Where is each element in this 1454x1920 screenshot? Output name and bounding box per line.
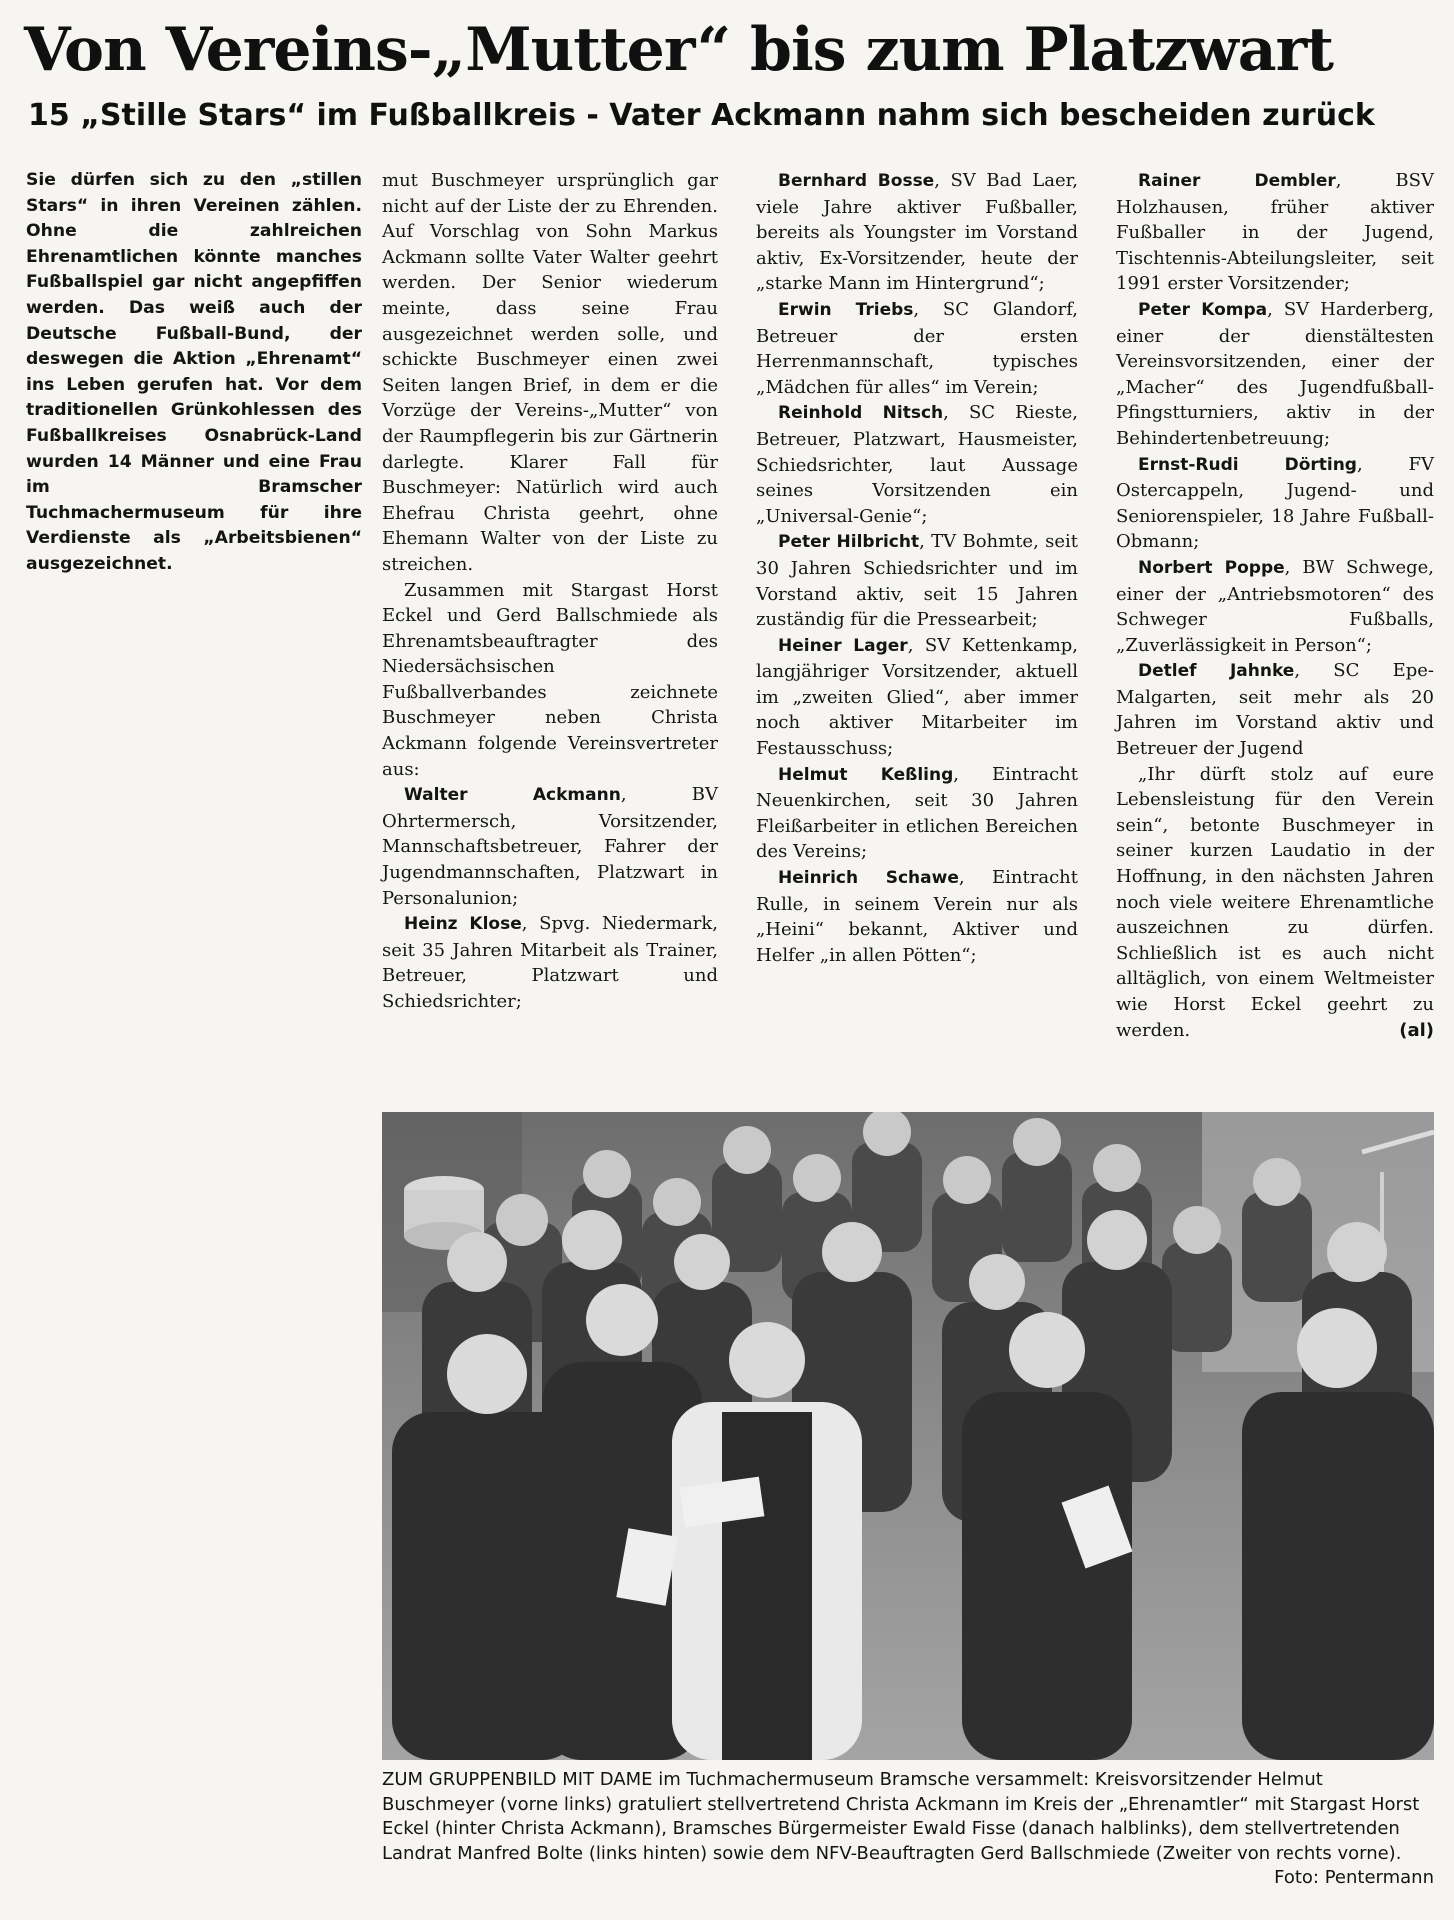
honoree-name: Heiner Lager [778, 635, 908, 656]
honoree-description: , SV Bad Laer, viele Jahre aktiver Fußballer, bereits als Youngster im Vorstand aktiv, Ex-Vorsitzender, heute der „starke Mann im Hintergrund“; [756, 170, 1078, 295]
honoree-entry [382, 911, 718, 1014]
honoree-name: Peter Hilbricht [778, 532, 920, 553]
honoree-name: Reinhold Nitsch [778, 403, 944, 424]
group-photo-illustration [382, 1112, 1434, 1760]
subheadline: 15 „Stille Stars“ im Fußballkreis - Vater Ackmann nahm sich bescheiden zurück [28, 98, 1375, 133]
honoree-name: Erwin Triebs [778, 299, 914, 320]
honoree-entry [382, 782, 718, 911]
honoree-entry [756, 865, 1078, 968]
honoree-description: , Eintracht Neuenkirchen, seit 30 Jahren Fleißarbeiter in etlichen Bereichen des Vereins; [756, 763, 1078, 863]
honoree-description: , BW Schwege, einer der „Antriebsmotoren“ des Schweger Fußballs, „Zuverlässigkeit in Person“; [1116, 556, 1434, 656]
honoree-description: , BSV Holzhausen, früher aktiver Fußballer in der Jugend, Tischtennis-Abteilungsleiter, seit 1991 erster Vorsitzender; [1116, 170, 1434, 295]
honoree-entry [756, 400, 1078, 529]
honoree-description: , SC Epe-Malgarten, seit mehr als 20 Jahren im Vorstand aktiv und Betreuer der Jugend [1116, 660, 1434, 760]
body-column-3 [756, 168, 1078, 968]
photo-caption [382, 1768, 1434, 1891]
honoree-name: Norbert Poppe [1138, 557, 1285, 578]
caption-lead: ZUM GRUPPENBILD MIT DAME [382, 1769, 653, 1790]
honoree-entry [756, 762, 1078, 865]
honoree-name: Helmut Keßling [778, 764, 954, 785]
lead-paragraph: Sie dürfen sich zu den „stillen Stars“ in ihren Vereinen zählen. Ohne die zahlreichen Ehrenamtlichen könnte manches Fußballspiel gar nicht angepfiffen werden. Das weiß auch der Deutsche Fußball-Bund, der deswegen die Aktion „Ehrenamt“ ins Leben gerufen hat. Vor dem traditionellen Grünkohlessen des Fußballkreises Osnabrück-Land wurden 14 Männer und eine Frau im Bramscher Tuchmachermuseum für ihre Verdienste als „Arbeitsbienen“ ausgezeichnet. [26, 170, 362, 574]
honoree-entry [1116, 297, 1434, 452]
honoree-description: , SV Harderberg, einer der dienstältesten Vereinsvorsitzenden, einer der „Macher“ des Jugendfußball-Pfingstturniers, aktiv in der Behindertenbetreuung; [1116, 298, 1434, 449]
honoree-name: Heinrich Schawe [778, 868, 959, 889]
honoree-entry [1116, 658, 1434, 761]
honoree-name: Peter Kompa [1138, 299, 1268, 320]
caption-text: im Tuchmachermuseum Bramsche versammelt: Kreisvorsitzender Helmut Buschmeyer (vorne links) gratuliert stellvertretend Christa Ackmann im Kreis der „Ehrenamtler“ mit Stargast Horst Eckel (hinter Christa Ackmann), Bramsches Bürgermeister Ewald Fisse (danach halblinks), dem stellvertretenden Landrat Manfred Bolte (links hinten) sowie dem NFV-Beauftragten Gerd Ballschmiede (Zweiter von rechts vorne). [382, 1769, 1420, 1864]
group-photo [382, 1112, 1434, 1760]
honoree-name: Bernhard Bosse [778, 171, 935, 191]
honoree-name: Heinz Klose [404, 914, 522, 935]
honoree-description: , SC Glandorf, Betreuer der ersten Herrenmannschaft, typisches „Mädchen für alles“ im Verein; [756, 298, 1078, 398]
headline: Von Vereins-„Mutter“ bis zum Platzwart [24, 15, 1333, 85]
honoree-description: , FV Ostercappeln, Jugend- und Seniorenspieler, 18 Jahre Fußball-Obmann; [1116, 453, 1434, 553]
honoree-entry [756, 633, 1078, 762]
honoree-description: , Eintracht Rulle, in seinem Verein nur als „Heini“ bekannt, Aktiver und Helfer „in allen Pötten“; [756, 867, 1078, 966]
closing-text: „Ihr dürft stolz auf eure Lebensleistung für den Verein sein“, betonte Buschmeyer in seiner kurzen Laudatio in der Hoffnung, in den nächsten Jahren noch viele weitere Ehrenamtliche auszeichnen zu dürfen. Schließlich ist es auch nicht alltäglich, von einem Weltmeister wie Horst Eckel geehrt zu werden. [1116, 763, 1434, 1041]
body-column-4 [1116, 168, 1434, 1043]
body-paragraph: mut Buschmeyer ursprünglich gar nicht auf der Liste der zu Ehrenden. Auf Vorschlag von Sohn Markus Ackmann sollte Vater Walter geehrt werden. Der Senior wiederum meinte, dass seine Frau ausgezeichnet werden solle, und schickte Buschmeyer einen zwei Seiten langen Brief, in dem er die Vorzüge der Vereins-„Mutter“ von der Raumpflegerin bis zur Gärtnerin darlegte. Klarer Fall für Buschmeyer: Natürlich wird auch Ehefrau Christa geehrt, ohne Ehemann Walter von der Liste zu streichen. [382, 170, 718, 575]
body-paragraph: Zusammen mit Stargast Horst Eckel und Gerd Ballschmiede als Ehrenamtsbeauftragter des Niedersächsischen Fußballverbandes zeichnete Buschmeyer neben Christa Ackmann folgende Vereinsvertreter aus: [382, 579, 718, 780]
lead-column [26, 168, 362, 578]
honoree-description: , TV Bohmte, seit 30 Jahren Schiedsrichter und im Vorstand aktiv, seit 15 Jahren zuständig für die Pressearbeit; [756, 531, 1078, 631]
honoree-name: Ernst-Rudi Dörting [1138, 454, 1357, 475]
honoree-description: , SV Kettenkamp, langjähriger Vorsitzender, aktuell im „zweiten Glied“, aber immer noch aktiver Mitarbeiter im Festausschuss; [756, 634, 1079, 760]
honoree-entry [756, 529, 1078, 632]
honoree-entry [1116, 452, 1434, 555]
honoree-description: , Spvg. Niedermark, seit 35 Jahren Mitarbeit als Trainer, Betreuer, Platzwart und Schiedsrichter; [382, 913, 718, 1012]
photo-credit: Foto: Pentermann [1274, 1867, 1434, 1888]
honoree-entry [1116, 168, 1434, 297]
honoree-description: , BV Ohrtermersch, Vorsitzender, Mannschaftsbetreuer, Fahrer der Jugendmannschaften, Platzwart in Personalunion; [382, 784, 718, 909]
honoree-entry [1116, 555, 1434, 658]
honoree-name: Rainer Dembler [1138, 171, 1336, 191]
honoree-entry [756, 168, 1078, 297]
honoree-entry [756, 297, 1078, 400]
honoree-name: Detlef Jahnke [1138, 661, 1295, 682]
body-column-2 [382, 168, 718, 1015]
honoree-description: , SC Rieste, Betreuer, Platzwart, Hausmeister, Schiedsrichter, laut Aussage seines Vorsitzenden ein „Universal-Genie“; [756, 402, 1078, 527]
author-initials: (al) [1399, 1019, 1434, 1041]
closing-paragraph [1116, 762, 1434, 1044]
honoree-name: Walter Ackmann [404, 785, 621, 806]
